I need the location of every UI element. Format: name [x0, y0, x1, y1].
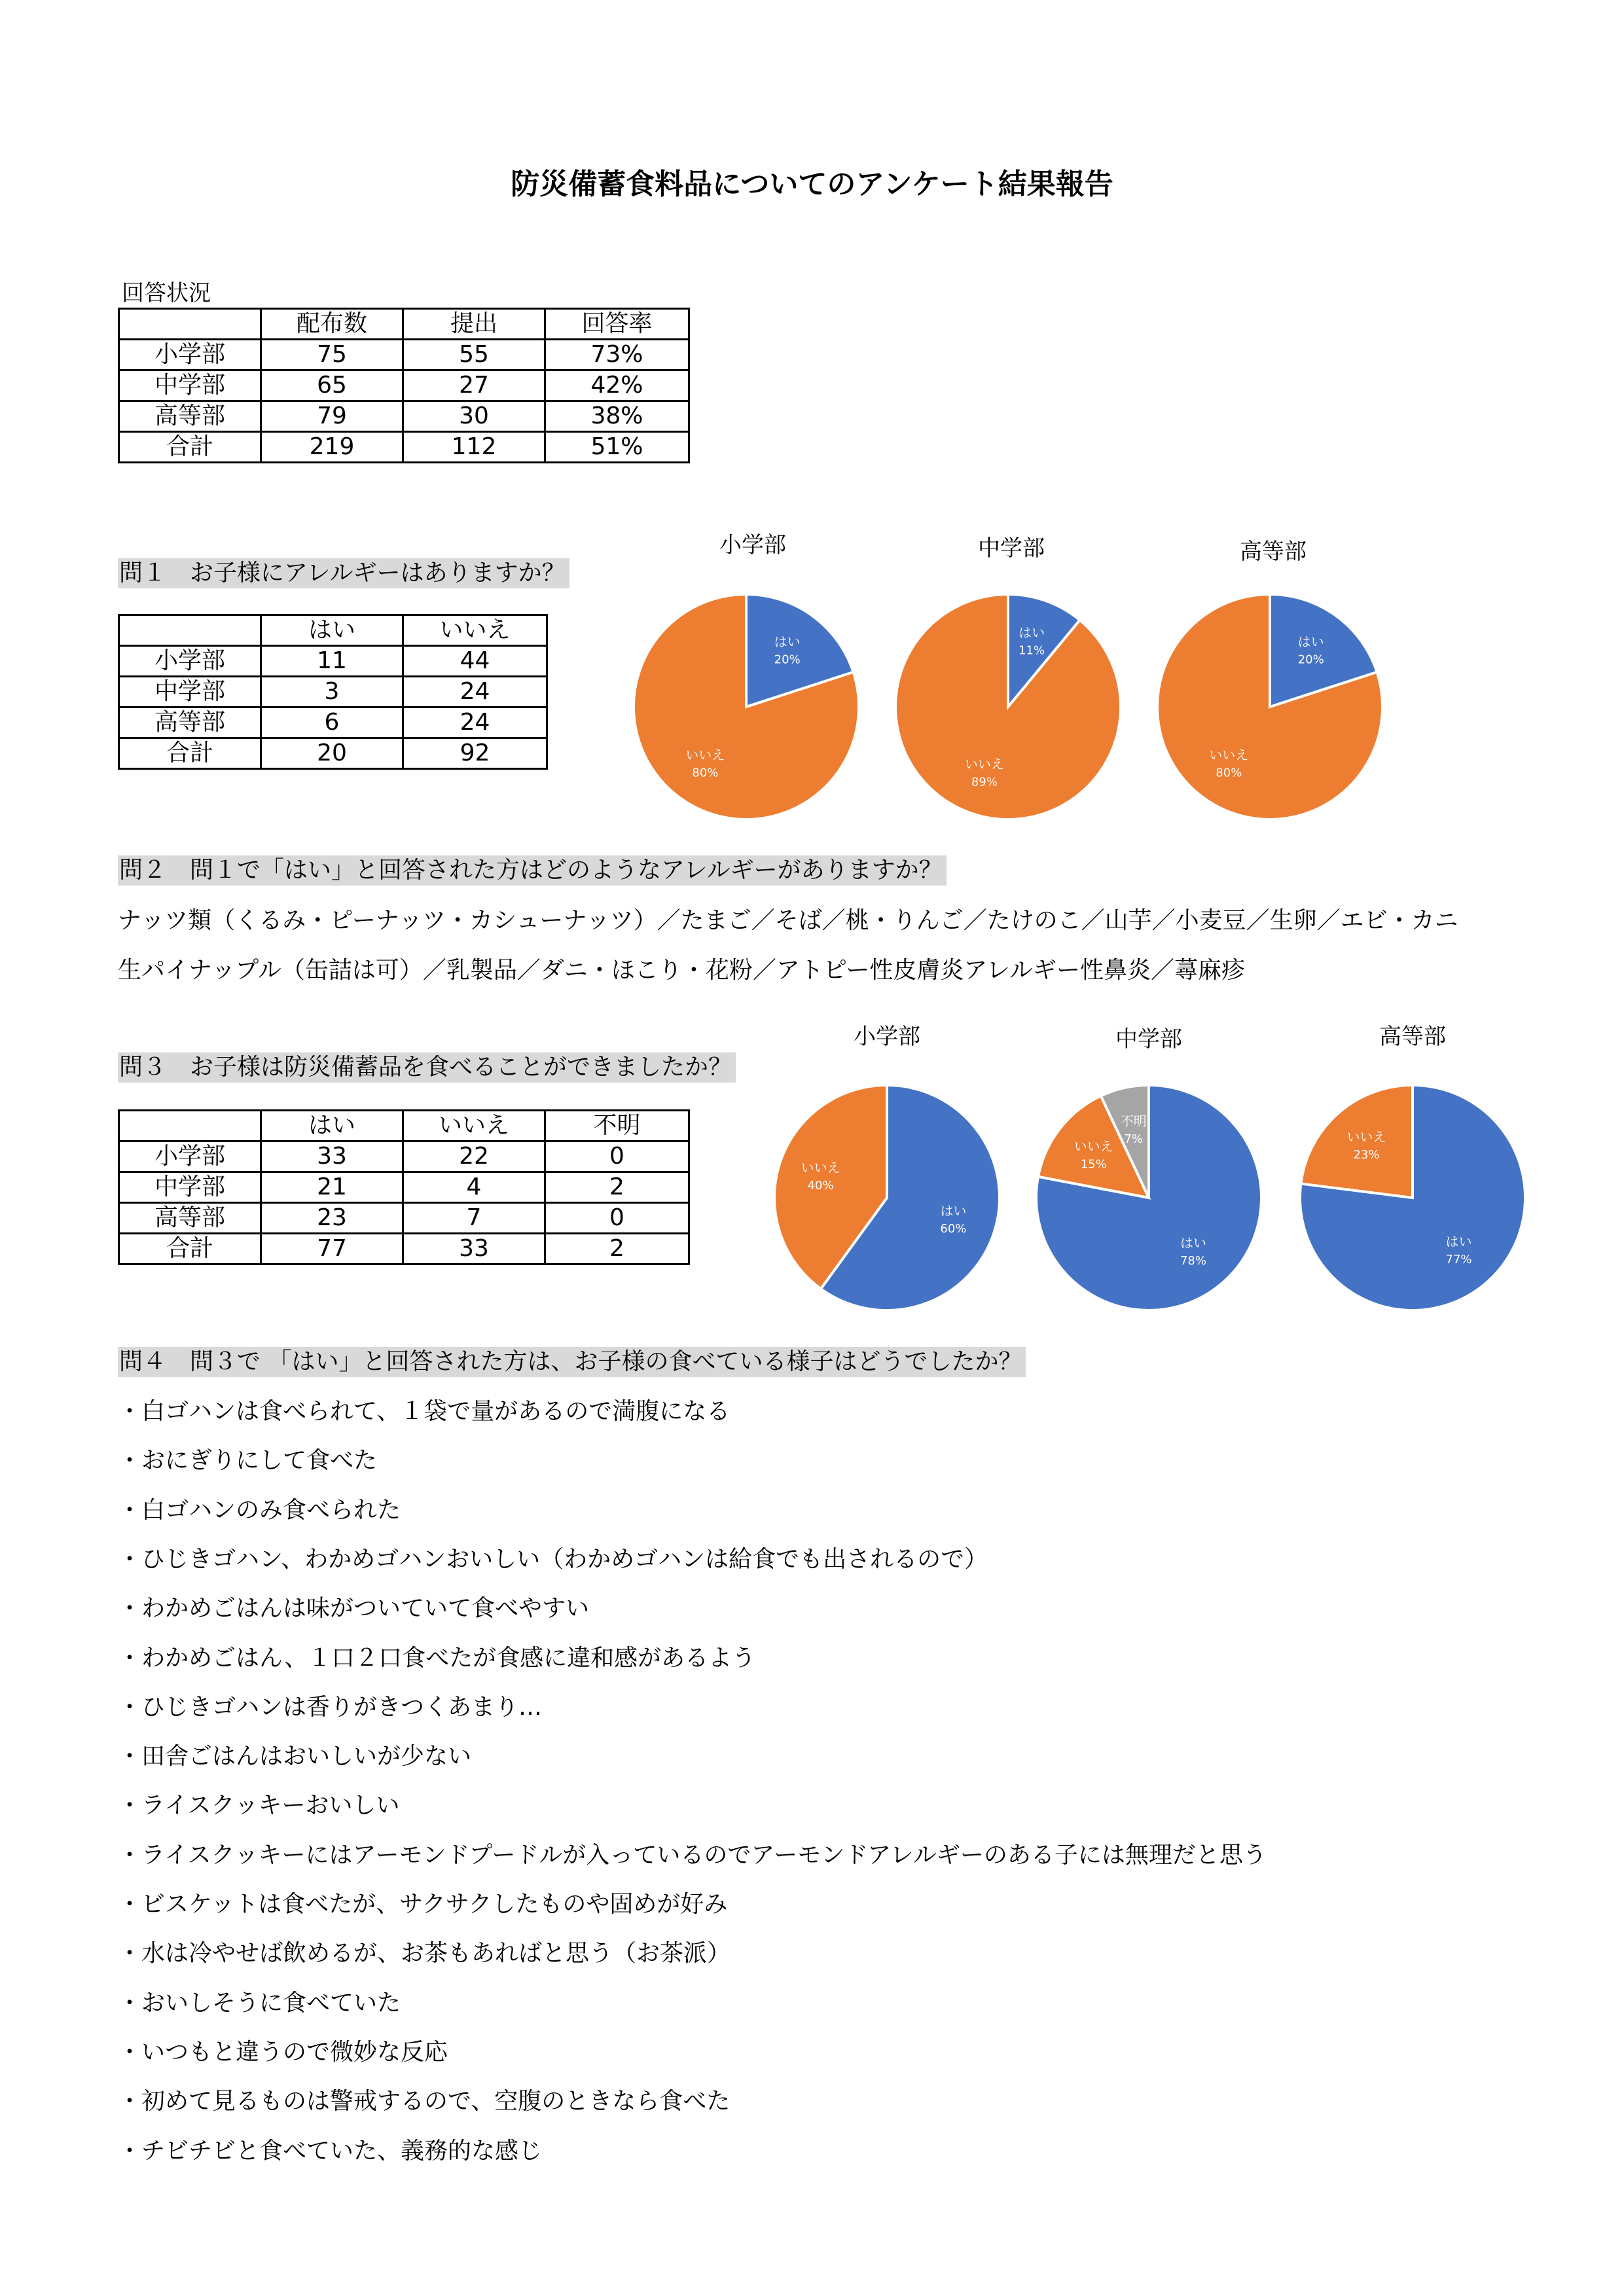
row-label-cell: 高等部 [119, 1203, 261, 1234]
table-row [119, 738, 547, 769]
list-item: ・白ゴハンのみ食べられた [118, 1496, 401, 1524]
chart-title-q1-elementary: 小学部 [719, 532, 786, 558]
value-cell: 73% [545, 340, 689, 370]
row-label-cell: 小学部 [119, 340, 261, 370]
q4-heading: 問４ 問３で 「はい」と回答された方は、お子様の食べている様子はどうでしたか？ [118, 1347, 1026, 1377]
pie-category-label: いいえ [964, 756, 1004, 772]
pie-percent-label: 60% [940, 1221, 967, 1236]
row-label-cell: 高等部 [119, 708, 261, 738]
pie-slice [895, 594, 1121, 819]
value-cell: 24 [403, 677, 547, 708]
value-cell: 21 [261, 1172, 403, 1203]
table-row [119, 1234, 689, 1265]
pie-category-label: はい [1445, 1233, 1472, 1249]
pie-percent-label: 40% [807, 1179, 834, 1193]
value-cell: 65 [261, 370, 403, 401]
pie-category-label: いいえ [1074, 1138, 1113, 1155]
value-cell: 42% [545, 370, 689, 401]
pie-percent-label: 80% [1216, 766, 1242, 780]
value-cell: 0 [545, 1203, 689, 1234]
pie-percent-label: 89% [971, 775, 998, 789]
list-item: ・チビチビと食べていた、義務的な感じ [118, 2137, 543, 2164]
pie-category-label: はい [1019, 624, 1045, 641]
chart-title-q3-elementary: 小学部 [854, 1024, 920, 1050]
value-cell: 0 [545, 1141, 689, 1172]
list-item: ・わかめごはんは味がついていて食べやすい [118, 1595, 590, 1623]
value-cell: 77 [261, 1234, 403, 1265]
table-row [119, 401, 689, 432]
pie-percent-label: 11% [1019, 643, 1045, 658]
pie-percent-label: 20% [774, 653, 801, 667]
value-cell: 23 [261, 1203, 403, 1234]
value-cell: 6 [261, 708, 403, 738]
value-cell: 27 [403, 370, 545, 401]
q3-header-row [119, 1111, 689, 1141]
row-label-cell: 高等部 [119, 401, 261, 432]
table-row [119, 432, 689, 463]
q3-header-cell [119, 1111, 261, 1141]
pie-category-label: いいえ [1346, 1129, 1386, 1145]
pie-chart-q1-senior [1152, 589, 1388, 825]
table-row [119, 1172, 689, 1203]
pie-category-label: いいえ [801, 1160, 840, 1176]
value-cell: 112 [403, 432, 545, 463]
pie-category-label: いいえ [685, 747, 725, 763]
pie-percent-label: 23% [1353, 1148, 1380, 1162]
q2-answer-line-1: ナッツ類（くるみ・ピーナッツ・カシューナッツ）／たまご／そば／桃・りんご／たけのこ／山芋／小麦豆／生卵／エビ・カニ [118, 907, 1458, 934]
list-item: ・ライスクッキーにはアーモンドプードルが入っているのでアーモンドアレルギーのある子には無理だと思う [118, 1841, 1267, 1869]
list-item: ・わかめごはん、１口２口食べたが食感に違和感があるよう [118, 1644, 756, 1672]
row-label-cell: 小学部 [119, 1141, 261, 1172]
response-header-cell [119, 309, 261, 340]
response-header-row [119, 309, 689, 340]
q2-heading: 問２ 問１で「はい」と回答された方はどのようなアレルギーがありますか？ [118, 855, 947, 886]
list-item: ・ライスクッキーおいしい [118, 1792, 400, 1820]
response-header-cell: 提出 [403, 309, 545, 340]
response-header-cell: 回答率 [545, 309, 689, 340]
value-cell: 79 [261, 401, 403, 432]
row-label-cell: 中学部 [119, 1172, 261, 1203]
chart-title-q1-senior: 高等部 [1240, 539, 1307, 565]
list-item: ・ひじきゴハンは香りがきつくあまり… [118, 1693, 543, 1721]
value-cell: 22 [403, 1141, 545, 1172]
q1-header-cell: はい [261, 615, 403, 646]
value-cell: 44 [403, 646, 547, 677]
list-item: ・水は冷やせば飲めるが、お茶もあればと思う（お茶派） [118, 1940, 731, 1967]
row-label-cell: 合計 [119, 1234, 261, 1265]
list-item: ・ひじきゴハン、わかめゴハンおいしい（わかめゴハンは給食でも出されるので） [118, 1545, 988, 1573]
q1-header-cell: いいえ [403, 615, 547, 646]
q3-heading: 問３ お子様は防災備蓄品を食べることができましたか？ [118, 1052, 736, 1083]
q1-header-cell [119, 615, 261, 646]
chart-title-q1-junior: 中学部 [978, 535, 1045, 562]
pie-category-label: はい [774, 634, 801, 650]
q3-header-cell: 不明 [545, 1111, 689, 1141]
row-label-cell: 中学部 [119, 370, 261, 401]
value-cell: 20 [261, 738, 403, 769]
pie-category-label: はい [940, 1202, 967, 1219]
row-label-cell: 小学部 [119, 646, 261, 677]
list-item: ・白ゴハンは食べられて、１袋で量があるので満腹になる [118, 1398, 731, 1425]
q3-header-cell: はい [261, 1111, 403, 1141]
pie-chart-q3-senior [1295, 1080, 1530, 1316]
pie-chart-q3-elementary [769, 1080, 1005, 1316]
table-row [119, 370, 689, 401]
chart-title-q3-junior: 中学部 [1115, 1026, 1182, 1052]
value-cell: 38% [545, 401, 689, 432]
list-item: ・おにぎりにして食べた [118, 1447, 378, 1475]
value-cell: 51% [545, 432, 689, 463]
value-cell: 2 [545, 1234, 689, 1265]
value-cell: 24 [403, 708, 547, 738]
list-item: ・いつもと違うので微妙な反応 [118, 2038, 448, 2066]
list-item: ・初めて見るものは警戒するので、空腹のときなら食べた [118, 2088, 731, 2115]
response-table [118, 308, 690, 463]
table-row [119, 646, 547, 677]
value-cell: 3 [261, 677, 403, 708]
pie-percent-label: 77% [1445, 1252, 1472, 1266]
q1-heading: 問１ お子様にアレルギーはありますか？ [118, 558, 569, 588]
row-label-cell: 中学部 [119, 677, 261, 708]
list-item: ・おいしそうに食べていた [118, 1989, 401, 2017]
value-cell: 4 [403, 1172, 545, 1203]
row-label-cell: 合計 [119, 738, 261, 769]
response-caption: 回答状況 [122, 280, 211, 306]
pie-chart-q1-elementary [628, 589, 864, 825]
pie-category-label: はい [1180, 1235, 1206, 1251]
q1-header-row [119, 615, 547, 646]
pie-percent-label: 78% [1180, 1254, 1206, 1268]
pie-percent-label: 7% [1124, 1132, 1144, 1146]
value-cell: 33 [403, 1234, 545, 1265]
pie-category-label: 不明 [1120, 1113, 1147, 1129]
value-cell: 11 [261, 646, 403, 677]
q3-table [118, 1109, 690, 1265]
table-row [119, 677, 547, 708]
value-cell: 7 [403, 1203, 545, 1234]
value-cell: 92 [403, 738, 547, 769]
chart-title-q3-senior: 高等部 [1379, 1024, 1446, 1050]
value-cell: 55 [403, 340, 545, 370]
pie-category-label: はい [1297, 634, 1324, 650]
list-item: ・ビスケットは食べたが、サクサクしたものや固めが好み [118, 1891, 728, 1918]
table-row [119, 1203, 689, 1234]
q3-header-cell: いいえ [403, 1111, 545, 1141]
q1-table [118, 614, 548, 770]
pie-category-label: いいえ [1209, 747, 1249, 763]
list-item: ・田舎ごはんはおいしいが少ない [118, 1743, 472, 1770]
value-cell: 2 [545, 1172, 689, 1203]
table-row [119, 708, 547, 738]
row-label-cell: 合計 [119, 432, 261, 463]
pie-percent-label: 80% [692, 766, 719, 780]
pie-chart-q3-junior [1031, 1080, 1267, 1316]
q2-answer-line-2: 生パイナップル（缶詰は可）／乳製品／ダニ・ほこり・花粉／アトピー性皮膚炎アレルギー性鼻炎／蕁麻疹 [118, 957, 1246, 984]
response-header-cell: 配布数 [261, 309, 403, 340]
value-cell: 219 [261, 432, 403, 463]
value-cell: 30 [403, 401, 545, 432]
pie-percent-label: 20% [1297, 653, 1324, 667]
value-cell: 75 [261, 340, 403, 370]
pie-chart-q1-junior [890, 589, 1126, 825]
pie-percent-label: 15% [1080, 1157, 1107, 1172]
page-title: 防災備蓄食料品についてのアンケート結果報告 [511, 168, 1113, 201]
table-row [119, 340, 689, 370]
table-row [119, 1141, 689, 1172]
value-cell: 33 [261, 1141, 403, 1172]
